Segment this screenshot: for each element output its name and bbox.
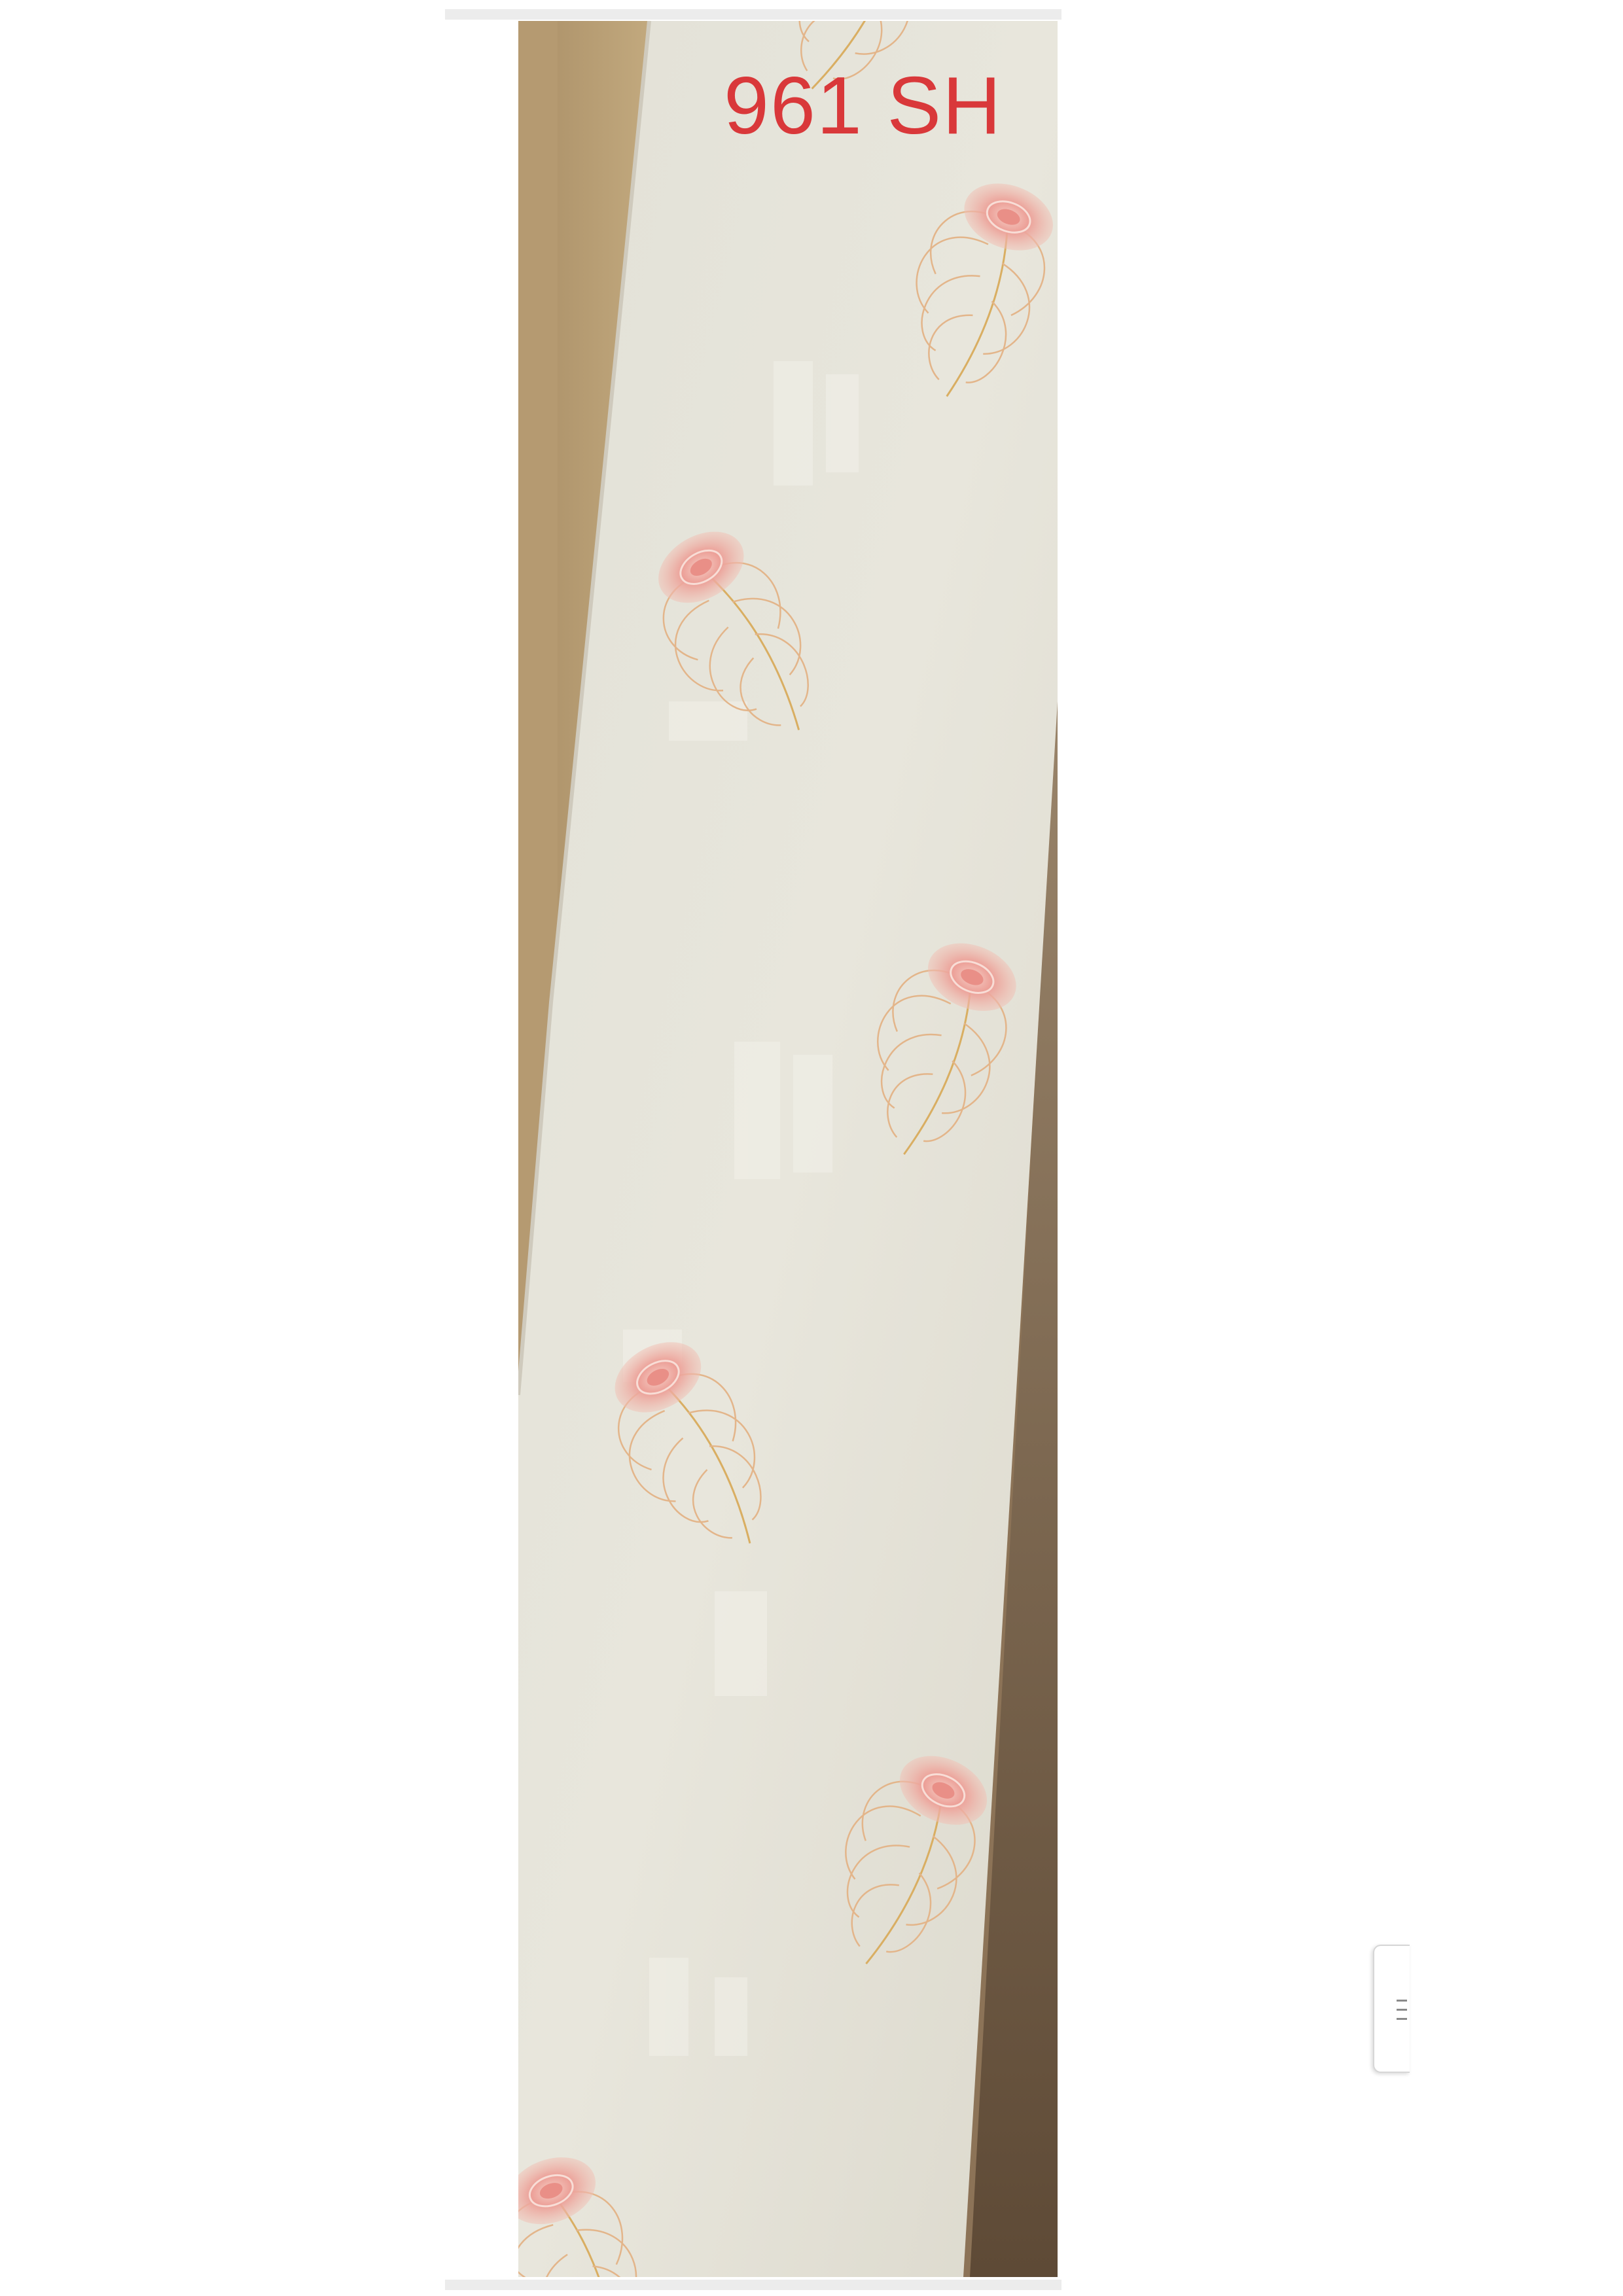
bottom-strip — [445, 2280, 1061, 2290]
product-code-label: 961 SH — [724, 61, 1003, 151]
top-strip — [445, 9, 1061, 20]
wallpaper-photo-graphic — [518, 21, 1058, 2277]
side-menu-handle[interactable] — [1373, 1945, 1410, 2073]
wallpaper-photo — [518, 21, 1058, 2277]
